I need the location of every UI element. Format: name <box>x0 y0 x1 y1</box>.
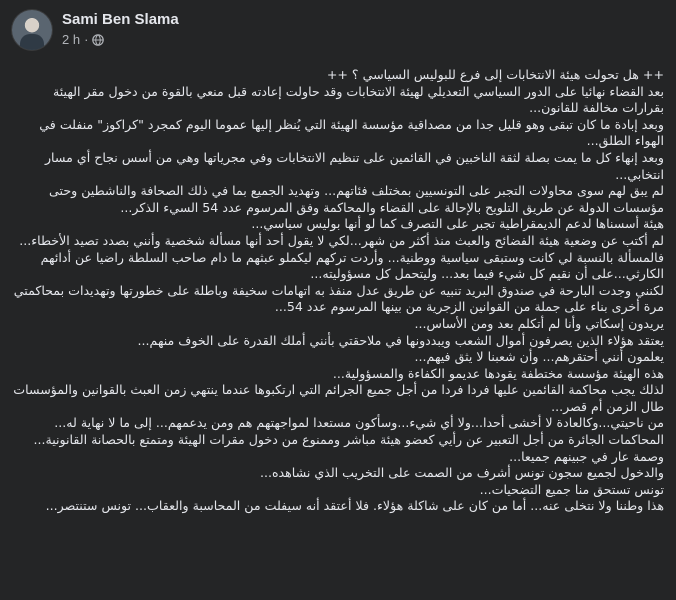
post-paragraph: لم يبق لهم سوى محاولات التجبر على التونسيين بمختلف فئاتهم... وتهديد الجميع بما في ذلك الصحافة والناشطين وحتى مؤسسات الدولة عن طريق التلويح بالإحالة على القضاء والمحاكمة وفق المرسوم عدد 54 السيء الذكر... <box>49 183 664 215</box>
post-paragraph: ++ هل تحولت هيئة الانتخابات إلى فرع للبوليس السياسي ؟ ++ <box>326 67 664 82</box>
post-paragraph: هذه الهيئة مؤسسة مختطفة يقودها عديمو الكفاءة والمسؤولية... <box>332 365 664 381</box>
author-name[interactable]: Sami Ben Slama <box>62 11 179 28</box>
post-time[interactable]: 2 h <box>62 32 81 47</box>
post-paragraph: يريدون إسكاتي وأنا لم أتكلم بعد ومن الأساس... <box>414 315 664 331</box>
post-subline <box>62 32 179 48</box>
post-paragraph: يعتقد هؤلاء الذين يصرفون أموال الشعب ويبددونها في ملاحقتي بأنني أملك القدرة على الخوف منهم... <box>137 332 664 348</box>
post-paragraph: فالمسألة بالنسبة لي كانت وستبقى سياسية ووطنية... وأردت تركهم ليكملو عبثهم ما دام صاحب السلطة راضيا عن أدائهم الكارثي...على أن نقيم كل شيء فيما بعد... وليتحمل كل مسؤوليته... <box>40 249 664 282</box>
post-body <box>12 67 664 515</box>
post-paragraph: من ناحيتي...وكالعادة لا أخشى أحدا...ولا أي شيء...وسأكون مستعدا لمواجهتهم هم ومن يدعمهم... إلى ما لا نهاية له... <box>54 415 664 431</box>
post-paragraph: المحاكمات الجائرة من أجل التعبير عن رأيي كعضو هيئة مباشر وممنوع من دخول مقرات الهيئة ومتمتع بالحصانة القانونية... وصمة عار في جبينهم جميعا... <box>33 432 664 464</box>
separator-dot: · <box>84 32 89 47</box>
post-paragraph: لم أكتب عن وضعية هيئة الفضائح والعبث منذ أكثر من شهر...لكي لا يقول أحد أنها مسألة شخصية وأنني بصدد تصيد الأخطاء... <box>19 232 664 248</box>
globe-icon[interactable] <box>92 34 104 46</box>
post-paragraph: تونس تستحق منا جميع التضحيات... <box>479 481 664 497</box>
post-paragraph: وبعد إنهاء كل ما يمت بصلة لثقة الناخبين في القائمين على تنظيم الانتخابات وفي مجرياتها وهي من أسس نجاح أي مسار انتخابي... <box>44 149 664 182</box>
post-paragraph: هيئة أسسناها لدعم الديمقراطية تجبر على التصرف كما لو أنها بوليس سياسي... <box>251 216 664 232</box>
post-paragraph: لكنني وجدت البارحة في صندوق البريد تنبيه عن طريق عدل منفذ به اتهامات سخيفة وباطلة على خطورتها وتهديدات بمحاكمتي مرة أخرى بناء على جملة من القوانين الزجرية من بينها المرسوم عدد 54... <box>13 282 664 315</box>
author-avatar[interactable] <box>12 10 52 50</box>
post-paragraph: بعد القضاء نهائيا على الدور السياسي التعديلي لهيئة الانتخابات وقد حاولت إعادته قبل منعي بالقوة من دخول مقر الهيئة بقرارات مخالفة للقانون... <box>52 83 664 116</box>
post-paragraph: وبعد إبادة ما كان تبقى وهو قليل جدا من مصداقية مؤسسة الهيئة التي يُنظر إليها عموما اليوم كمجرد "كراكوز" منفلت في الهواء الطلق... <box>39 116 664 149</box>
post-paragraph: هذا وطننا ولا نتخلى عنه... أما من كان على شاكلة هؤلاء. فلا أعتقد أنه سيفلت من المحاسبة والعقاب... تونس ستنتصر... <box>45 498 664 514</box>
post-paragraph: والدخول لجميع سجون تونس أشرف من الصمت على التخريب الذي نشاهده... <box>259 465 664 481</box>
post-paragraph: لذلك يجب محاكمة القائمين عليها فردا فردا من أجل جميع الجرائم التي ارتكبوها عندما ينتهي زمن العبث بالقوانين والمؤسسات طال الزمن أم قصر... <box>13 382 664 414</box>
post-paragraph: يعلمون أنني أحتقرهم... وأن شعبنا لا يثق فيهم... <box>414 349 664 365</box>
post-header <box>12 10 179 60</box>
post-meta <box>62 10 179 48</box>
